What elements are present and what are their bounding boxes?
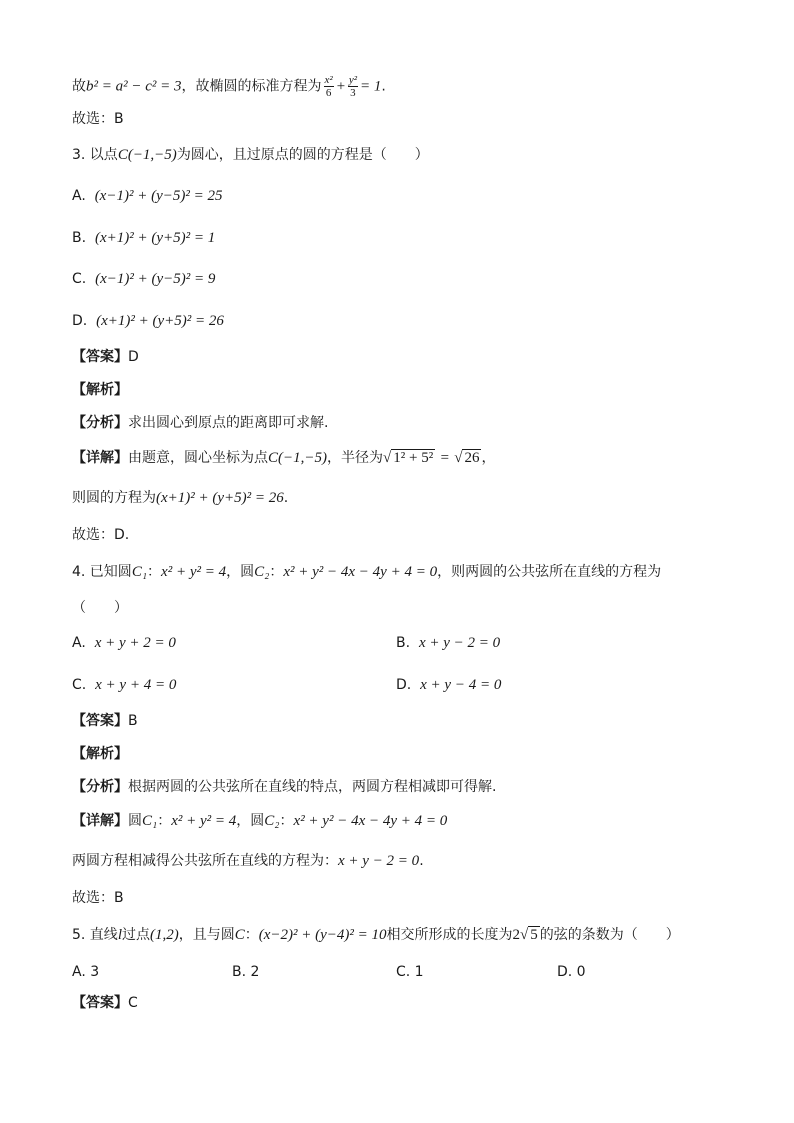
q3-option-a: A. (x−1)² + (y−5)² = 25 [72,188,223,204]
q5-option-d: D. 0 [557,964,586,980]
q4-detail: 【详解】圆C₁：x² + y² = 4，圆C₂：x² + y² − 4x − 4y + 4 = 0 [72,813,448,829]
q3-analysis-heading: 【解析】 [72,382,128,398]
q4-analysis-heading: 【解析】 [72,746,128,762]
math-expression: b² = a² − c² = 3 [86,78,182,95]
q3-circle-equation: 则圆的方程为(x+1)² + (y+5)² = 26. [72,490,289,506]
q4-option-c: C. x + y + 4 = 0 [72,677,177,693]
q4-option-b: B. x + y − 2 = 0 [396,635,501,651]
question-3-stem: 3. 以点C(−1,−5)为圆心，且过原点的圆的方程是（ ） [72,147,429,163]
q4-option-d: D. x + y − 4 = 0 [396,677,502,693]
q5-option-b: B. 2 [232,964,260,980]
fraction-x2-over-6: $\frac{\text{x²}}{6}$ [324,74,333,99]
q4-subtraction-result: 两圆方程相减得公共弦所在直线的方程为：x + y − 2 = 0. [72,853,424,869]
sqrt-expression: √ 1² + 5² [383,450,434,466]
q3-option-b: B. (x+1)² + (y+5)² = 1 [72,230,216,246]
fraction-y2-over-3: $\frac{\text{y²}}{3}$ [348,74,358,99]
q5-option-a: A. 3 [72,964,100,980]
q4-fenxi: 【分析】根据两圆的公共弦所在直线的特点，两圆方程相减即可得解. [72,779,497,795]
question-5-stem: 5. 直线l过点(1,2)，且与圆C：(x−2)² + (y−4)² = 10相交所形成的长度为2√ 5 的弦的条数为（ ） [72,927,680,943]
q4-paren: （ ） [72,600,128,616]
point-c: C(−1,−5) [117,147,177,163]
q4-answer: 【答案】B [72,713,138,729]
plus-sign: + [335,78,346,95]
question-4-stem: 4. 已知圆C₁：x² + y² = 4，圆C₂：x² + y² − 4x − 4y + 4 = 0，则两圆的公共弦所在直线的方程为 [72,564,662,580]
q3-choose: 故选：D. [72,527,130,543]
sqrt-26: √ 26 [454,450,480,466]
equals-one: = 1 [360,78,382,95]
q3-option-c: C. (x−1)² + (y−5)² = 9 [72,271,216,287]
q3-option-d: D. (x+1)² + (y+5)² = 26 [72,313,224,329]
q4-choose: 故选：B [72,890,124,906]
two-root-five: 2√ 5 [512,927,538,943]
q4-option-a: A. x + y + 2 = 0 [72,635,176,651]
q5-option-c: C. 1 [396,964,424,980]
q5-answer: 【答案】C [72,995,138,1011]
choose-line: 故选：B [72,111,124,127]
q3-answer: 【答案】D [72,349,139,365]
q3-fenxi: 【分析】求出圆心到原点的距离即可求解. [72,415,329,431]
text: 故 [72,78,86,95]
text: ，故椭圆的标准方程为 [181,78,322,95]
q3-detail: 【详解】由题意，圆心坐标为点C(−1,−5)，半径为√ 1² + 5² = √ 26 ， [72,450,496,466]
ellipse-conclusion-line: 故b² = a² − c² = 3，故椭圆的标准方程为 $\frac{\text{x²}}{6}$ + $\frac{\text{y²}}{3}$ = 1. [72,74,386,99]
